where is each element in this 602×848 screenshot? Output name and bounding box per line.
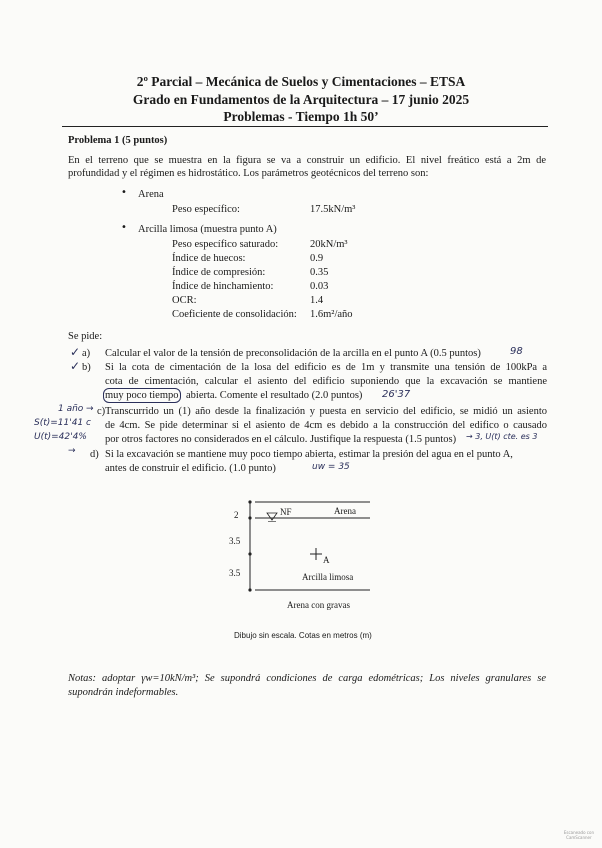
param-value: 1.6m²/año — [310, 309, 353, 320]
dimension-dot — [248, 588, 251, 591]
notes-line-2: supondrán indeformables. — [68, 687, 179, 698]
water-table-icon — [267, 513, 277, 520]
soil-arena-name: Arena — [138, 189, 164, 200]
param-label: OCR: — [172, 295, 197, 306]
header-line-3: Problemas - Tiempo 1h 50’ — [223, 109, 379, 124]
figure-caption: Dibujo sin escala. Cotas en metros (m) — [234, 631, 372, 640]
problem-title: Problema 1 (5 puntos) — [68, 135, 168, 146]
param-label: Índice de huecos: — [172, 253, 246, 264]
arrow-icon: → — [86, 404, 94, 414]
dimension-dot — [248, 516, 251, 519]
item-d-line-1: Si la excavación se mantiene muy poco tiempo abierta, estimar la presión del agua en el punto A, — [105, 449, 513, 460]
dim-label: 2 — [234, 510, 239, 520]
arcilla-label: Arcilla limosa — [302, 572, 354, 582]
param-value: 20kN/m³ — [310, 239, 348, 250]
param-label: Peso específico saturado: — [172, 239, 279, 250]
check-mark-icon: ✓ — [70, 345, 81, 359]
gravas-label: Arena con gravas — [287, 600, 350, 610]
item-d-line-2: antes de construir el edificio. (1.0 punto) — [105, 463, 276, 474]
handwritten-note-b: 26'37 — [382, 389, 411, 400]
scanner-line-2: CamScanner — [566, 835, 592, 840]
bullet-icon: • — [121, 222, 127, 233]
header-line-1: 2º Parcial – Mecánica de Suelos y Cimentaciones – ETSA — [136, 74, 466, 89]
point-a-label: A — [323, 555, 330, 565]
param-value: 0.9 — [310, 253, 324, 264]
param-value: 0.35 — [310, 267, 329, 278]
item-b-line-2: cota de cimentación, calcular el asiento del edificio suponiendo que la excavación se mantiene — [105, 376, 547, 387]
arrow-icon: → — [68, 446, 76, 456]
se-pide: Se pide: — [68, 331, 103, 342]
soil-arcilla-name: Arcilla limosa (muestra punto A) — [138, 224, 277, 235]
item-d-label: d) — [90, 449, 99, 460]
param-label: Coeficiente de consolidación: — [172, 309, 297, 320]
header-rule — [62, 126, 548, 127]
dimension-dot — [248, 552, 251, 555]
scanner-line-1: Escaneado con — [563, 830, 594, 835]
item-c-line-3: por otros factores no considerados en el cálculo. Justifique la respuesta (1.5 puntos) — [105, 434, 457, 445]
handwritten-note-a: 98 — [510, 346, 523, 357]
arena-label: Arena — [334, 506, 356, 516]
item-b-circled-phrase: muy poco tiempo — [105, 390, 179, 401]
param-label: Índice de compresión: — [172, 267, 266, 278]
intro-line-1: En el terreno que se muestra en la figura se va a construir un edificio. El nivel freático está a 2m de — [68, 155, 546, 166]
item-b-label: b) — [82, 362, 91, 373]
item-a-line-1: Calcular el valor de la tensión de preconsolidación de la arcilla en el punto A (0.5 puntos) — [105, 348, 481, 359]
param-value: 1.4 — [310, 295, 324, 306]
bullet-icon: • — [121, 187, 127, 198]
param-label: Peso específico: — [172, 204, 240, 215]
handwritten-note-c-1: 1 año — [58, 404, 84, 414]
param-value: 17.5kN/m³ — [310, 204, 356, 215]
item-c-line-1: Transcurrido un (1) año desde la finalización y puesta en servicio del edificio, se midió un asiento — [105, 406, 547, 417]
item-b-line-3: abierta. Comente el resultado (2.0 puntos) — [186, 390, 363, 401]
item-a-label: a) — [82, 348, 91, 359]
item-b-line-1: Si la cota de cimentación de la losa del edificio es de 1m y transmite una tensión de 100kPa a — [105, 362, 547, 373]
item-c-label: c) — [97, 406, 106, 417]
header-line-2: Grado en Fundamentos de la Arquitectura – 17 junio 2025 — [132, 92, 470, 107]
dim-label: 3.5 — [229, 536, 241, 546]
handwritten-note-c-right: → 3, U(t) cte. es 3 — [466, 432, 538, 441]
handwritten-note-d: uw = 35 — [312, 462, 350, 472]
nf-label: NF — [280, 507, 292, 517]
soil-profile-diagram — [220, 490, 390, 605]
scanner-watermark — [564, 830, 594, 840]
param-value: 0.03 — [310, 281, 329, 292]
dim-label: 3.5 — [229, 568, 241, 578]
handwritten-note-c-3: U(t)=42'4% — [34, 432, 87, 442]
handwritten-note-c-2: S(t)=11'41 c — [34, 418, 91, 428]
notes-line-1: Notas: adoptar γw=10kN/m³; Se supondrá condiciones de carga edométricas; Los niveles granulares se — [68, 673, 546, 684]
dimension-dot — [248, 500, 251, 503]
item-c-line-2: de 4cm. Se pide determinar si el asiento de 4cm es debido a la construcción del edifico o causado — [105, 420, 547, 431]
intro-line-2: profundidad y el régimen es hidrostático. Los parámetros geotécnicos del terreno son: — [68, 168, 429, 179]
param-label: Índice de hinchamiento: — [172, 281, 274, 292]
check-mark-icon: ✓ — [70, 359, 81, 373]
